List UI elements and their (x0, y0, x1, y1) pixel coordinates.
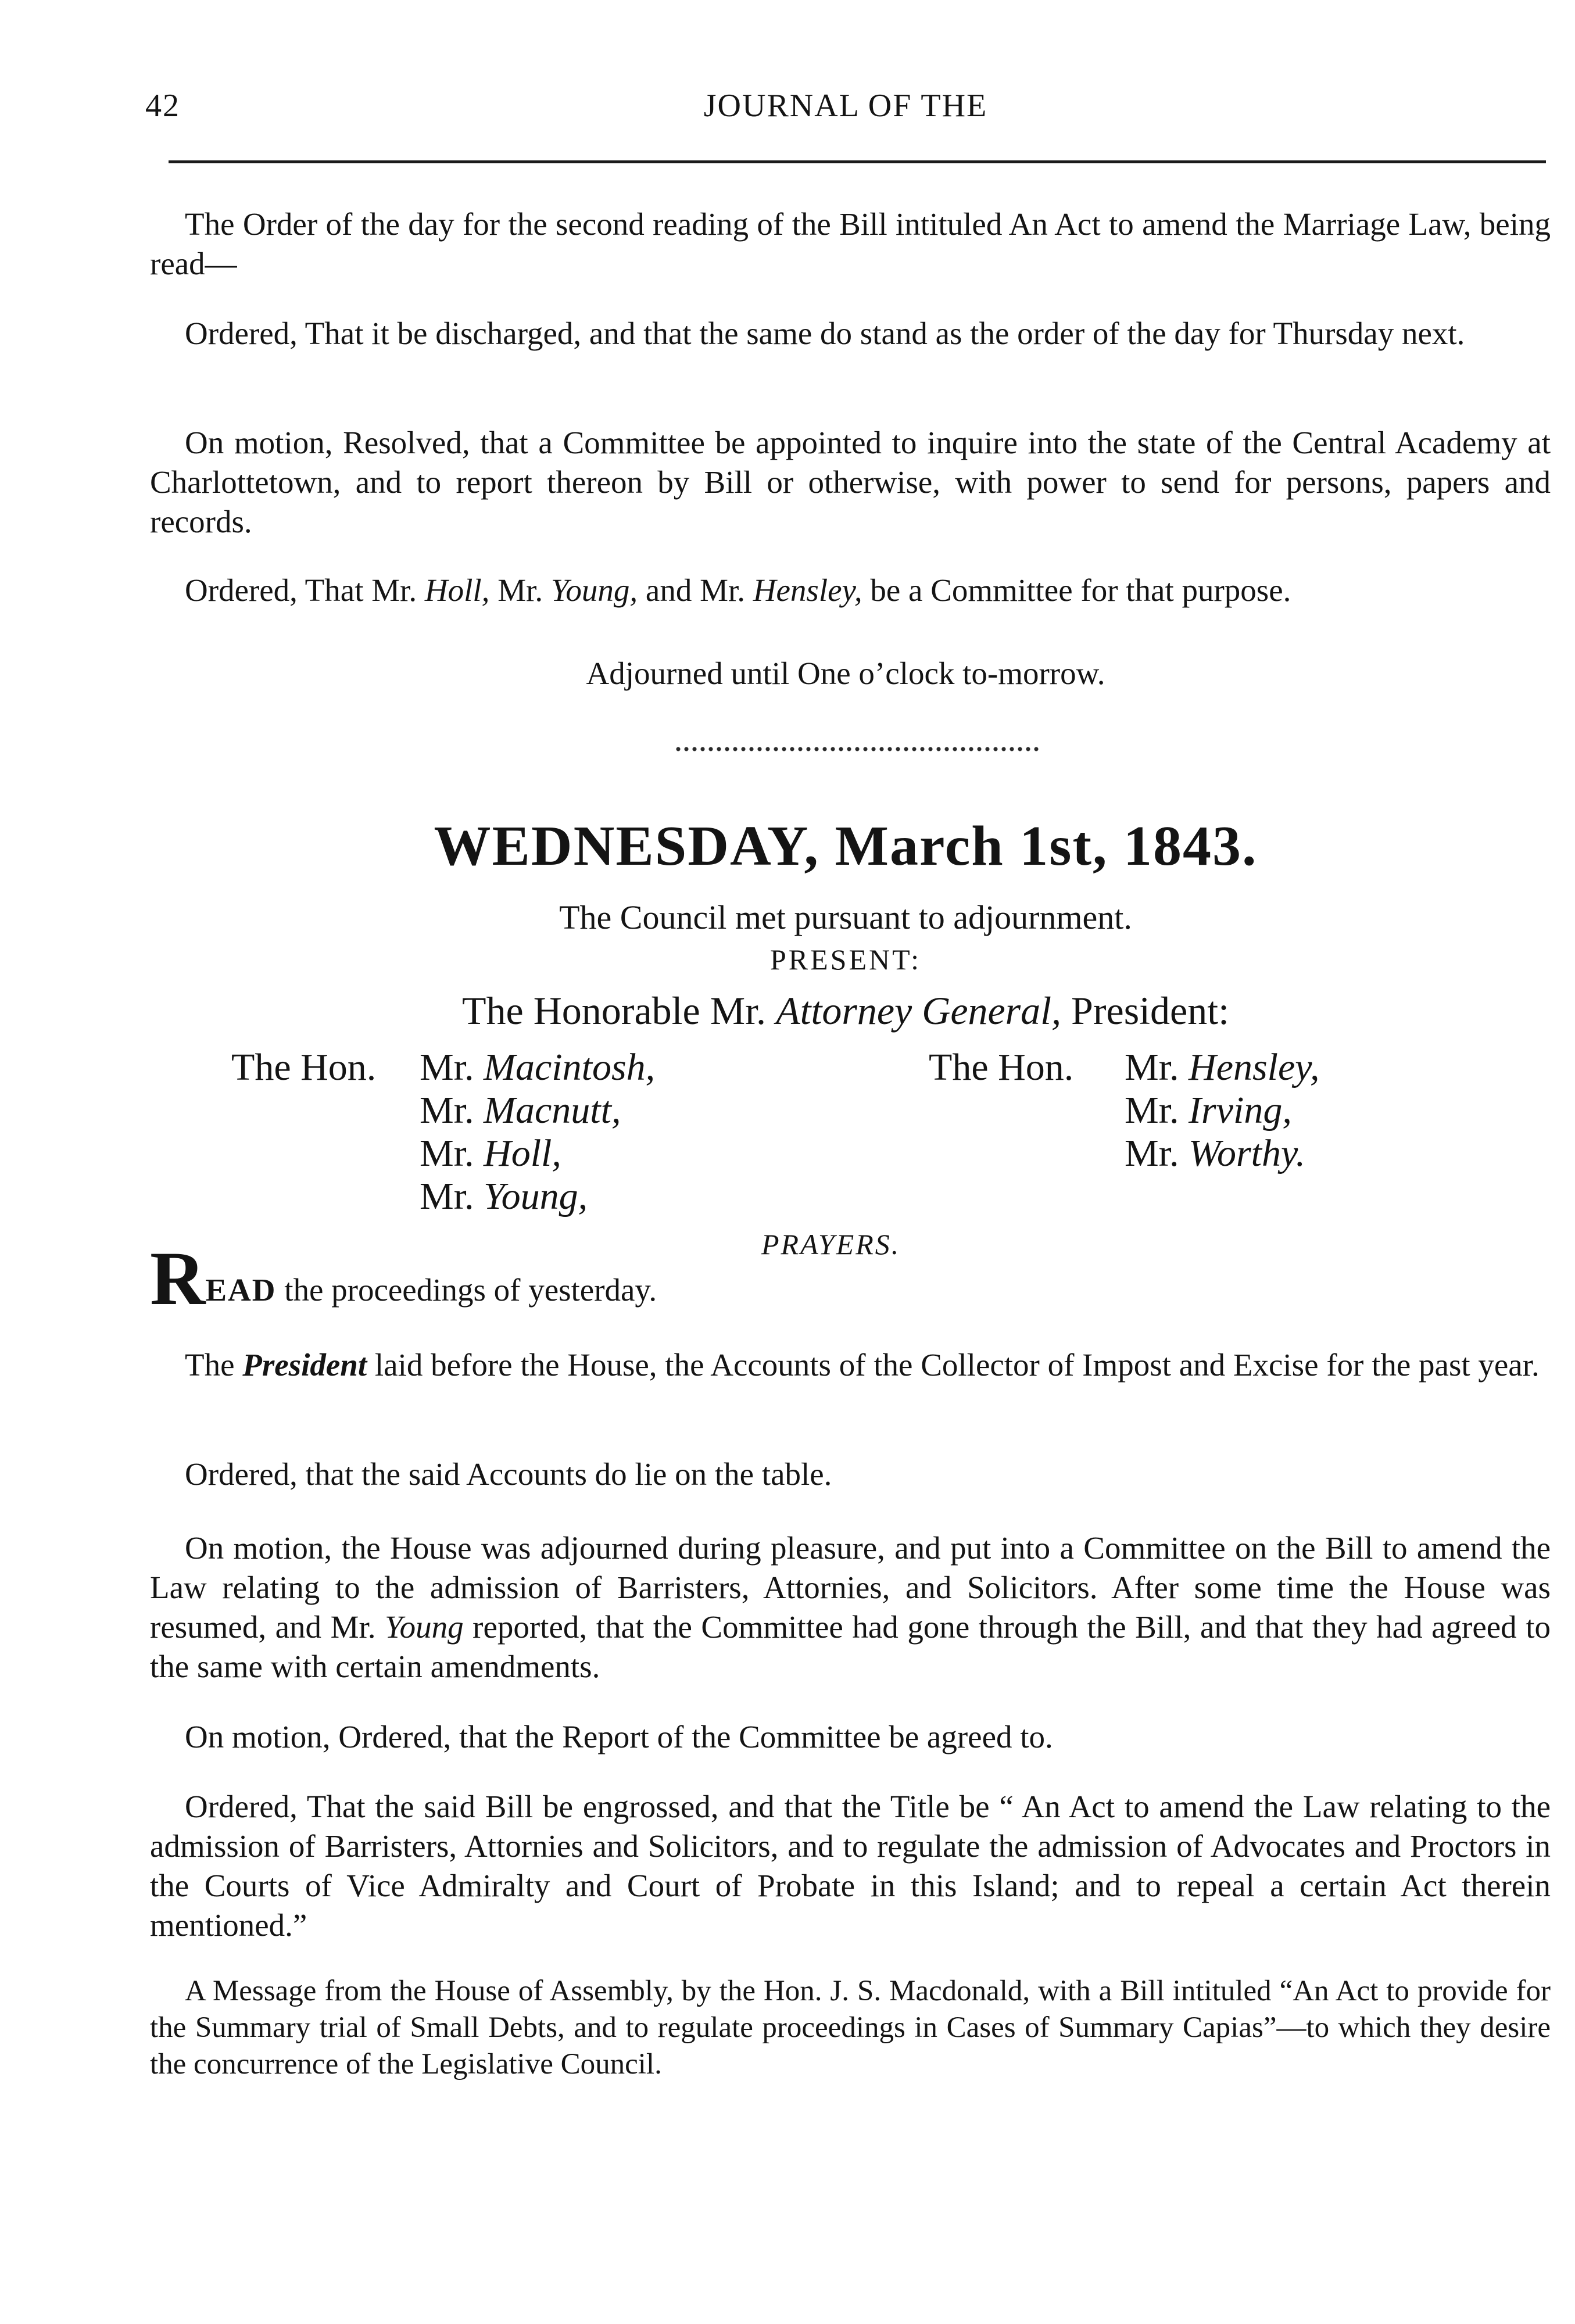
member-entry: Mr. Young, (420, 1175, 588, 1217)
paragraph-assembly-message: A Message from the House of Assembly, by the Hon. J. S. Macdonald, with a Bill intituled “An Act to provide for the Summary trial of Small Debts, and to regulate proceedings in Cases of Summary Capias”—to which they desire the concurrence of the Legislative Council. (150, 1975, 1551, 2081)
running-title: JOURNAL OF THE (703, 88, 988, 124)
ornamental-divider (674, 745, 1040, 753)
header-rule (169, 160, 1546, 163)
paragraph-marriage-law: The Order of the day for the second reading of the Bill intituled An Act to amend the Marriage Law, being read— (150, 206, 1551, 281)
office-title: Attorney General, (776, 989, 1062, 1033)
paragraph-bill-engrossed: Ordered, That the said Bill be engrossed, and that the Title be “ An Act to amend the Law relating to the admission of Barristers, Attornies and Solicitors, and to regulate the admission of Advocates and Proctors in the Courts of Vice Admiralty and Court of Probate in this Island; and to repeal a certain Act therein mentioned.” (150, 1789, 1551, 1943)
paragraph-committee-appointed: Ordered, That Mr. Holl, Mr. Young, and Mr. Hensley, be a Committee for that purpose. (185, 572, 1291, 608)
hon-prefix-left: The Hon. (231, 1046, 377, 1088)
paragraph-committee-of-whole: On motion, the House was adjourned during pleasure, and put into a Committee on the Bill to amend the Law relating to the admission of Barristers, Attornies, and Solicitors. After some time the House was resumed, and Mr. Young reported, that the Committee had gone through the Bill, and that they had agreed to the same with certain amendments. (150, 1530, 1551, 1684)
member-entry: Mr. Macintosh, (420, 1046, 656, 1088)
paragraph-central-academy: On motion, Resolved, that a Committee be appointed to inquire into the state of the Central Academy at Charlottetown, and to report thereon by Bill or otherwise, with power to send for persons, papers and records. (150, 425, 1551, 539)
member-entry: Mr. Hensley, (1125, 1046, 1320, 1088)
member-name: Holl, (424, 572, 490, 608)
prayers-label: PRAYERS. (761, 1228, 901, 1261)
member-entry: Mr. Irving, (1125, 1089, 1292, 1131)
member-entry: Mr. Macnutt, (420, 1089, 621, 1131)
member-entry: Mr. Holl, (420, 1132, 561, 1174)
presiding-officer-line: The Honorable Mr. Attorney General, President: (461, 989, 1230, 1033)
member-entry: Mr. Worthy. (1125, 1132, 1306, 1174)
session-date-heading: WEDNESDAY, March 1st, 1843. (434, 815, 1258, 878)
paragraph-report-agreed: On motion, Ordered, that the Report of the Committee be agreed to. (185, 1719, 1053, 1754)
member-name: Hensley, (753, 572, 862, 608)
present-label: PRESENT: (769, 943, 922, 976)
member-name: Young, (550, 572, 638, 608)
paragraph-discharged: Ordered, That it be discharged, and that the same do stand as the order of the day for Thursday next. (185, 316, 1465, 351)
drop-cap: R (150, 1236, 206, 1321)
page-number: 42 (145, 88, 180, 124)
read-proceedings-line: READ the proceedings of yesterday. (150, 1236, 657, 1321)
president-title: President (242, 1347, 367, 1383)
council-met-line: The Council met pursuant to adjournment. (559, 898, 1132, 936)
hon-prefix-right: The Hon. (929, 1046, 1074, 1088)
running-head (145, 87, 1546, 139)
paragraph-president-accounts: The President laid before the House, the Accounts of the Collector of Impost and Excise for the past year. (185, 1347, 1540, 1383)
paragraph-accounts-table: Ordered, that the said Accounts do lie on the table. (185, 1456, 832, 1492)
member-name: Young (385, 1609, 464, 1645)
adjourned-line: Adjourned until One o’clock to-morrow. (586, 656, 1105, 691)
